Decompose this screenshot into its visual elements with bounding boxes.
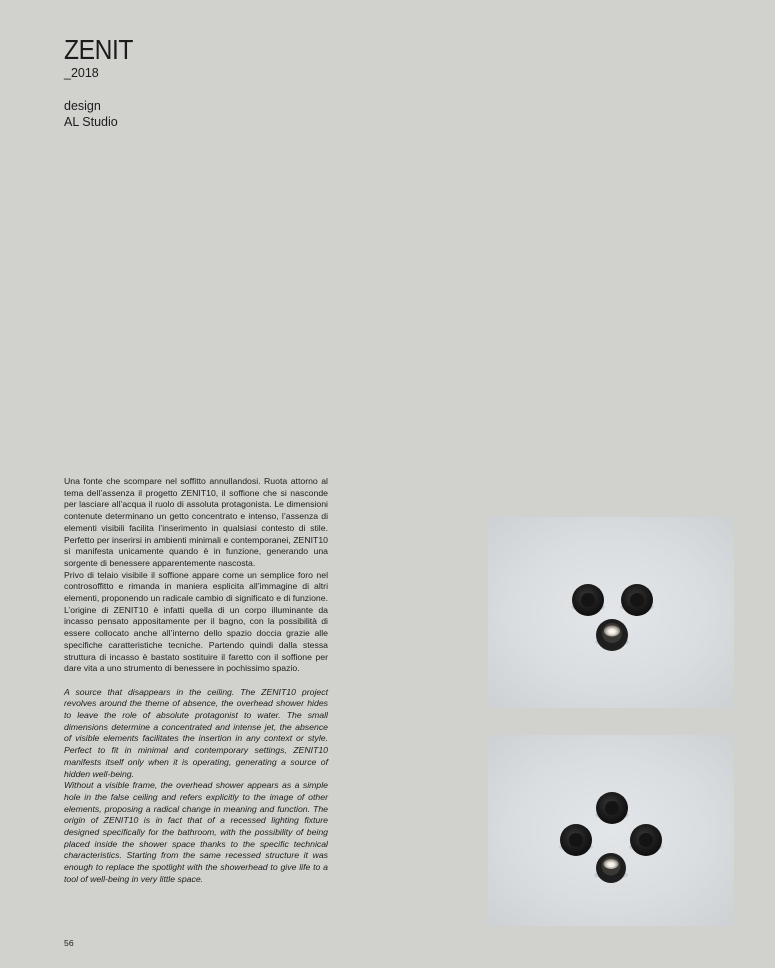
four-fixtures-illustration	[488, 735, 734, 926]
fixture-shower-right	[620, 584, 654, 616]
three-fixtures-illustration	[488, 517, 734, 708]
english-paragraph-1: A source that disappears in the ceiling. The ZENIT10 project revolves around the theme of absence, the overhead shower hides to leave the role of absolute protagonist to water. The small dimensions determine a concentrated and intense jet, the absence of visible elements facilitates the insertion in any context or style. Perfect to fit in minimal and contemporary settings, ZENIT10 manifests itself only when it is operating, generating a source of hidden well-being.	[64, 686, 328, 779]
three-fixtures-photo	[488, 517, 734, 708]
four-fixtures-photo	[488, 735, 734, 926]
italian-paragraph-1: Una fonte che scompare nel soffitto annullandosi. Ruota attorno al tema dell’assenza il progetto ZENIT10, il soffione che si nasconde per lasciare all’acqua il ruolo di assoluta protagonista. Le dimensioni contenute determinano un getto concentrato e intenso, l’assenza di elementi visibili facilita l’inserimento in qualsiasi contesto di stile. Perfetto per inserirsi in ambienti minimali e contemporanei, ZENIT10 si manifesta unicamente quando è in funzione, generando una sorgente di benessere apparentemente nascosta.	[64, 476, 328, 568]
fixture-shower-left	[571, 584, 605, 616]
fixture-shower-top	[595, 792, 629, 824]
english-paragraph-2: Without a visible frame, the overhead shower appears as a simple hole in the false ceiling and refers explicitly to the image of other elements, proposing a radical change in meaning and function. The origin of ZENIT10 is in fact that of a recessed lighting fixture designed specifically for the bathroom, with the possibility of being placed inside the shower space thanks to the specific technical characteristics. Starting from the same recessed structure it was enough to replace the spotlight with the showerhead to give life to a tool of well-being in very little space.	[64, 780, 328, 884]
product-year: _2018	[64, 66, 99, 80]
fixture-light	[595, 619, 629, 651]
fixture-light	[594, 853, 628, 883]
product-title: ZENIT	[64, 34, 133, 65]
page-number: 56	[64, 938, 74, 948]
italian-paragraph-2: Privo di telaio visibile il soffione appare come un semplice foro nel controsoffitto e rimanda in maniera esplicita all’immagine di altri elementi, proponendo un radicale cambio di significato e di funzione. L’origine di ZENIT10 è infatti quella di un corpo illuminante da incasso pensato appositamente per il bagno, con la possibilità di essere collocato anche all’interno dello spazio doccia grazie alle specifiche caratteristiche tecniche. Partendo quindi dalla stessa struttura di incasso è bastato sostituire il faretto con il soffione per dare vita a uno strumento di benessere in pochissimo spazio.	[64, 569, 328, 674]
fixture-shower-right	[629, 824, 663, 856]
designer-name: AL Studio	[64, 115, 118, 129]
design-label: design	[64, 99, 101, 113]
description-column	[64, 476, 328, 886]
fixture-shower-left	[559, 824, 593, 856]
